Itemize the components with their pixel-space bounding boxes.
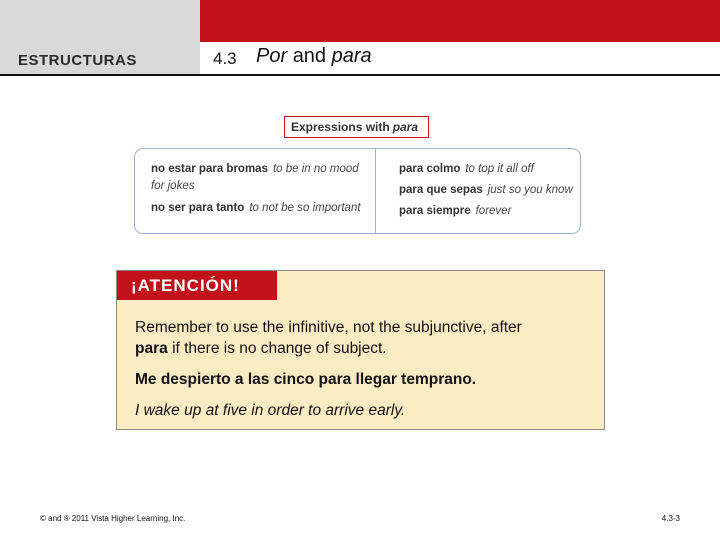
expression-english: for jokes	[151, 180, 195, 192]
footer-copyright: © and ® 2011 Vista Higher Learning, Inc.	[40, 514, 186, 523]
expression-english: forever	[475, 205, 512, 217]
expression-english: just so you know	[487, 184, 573, 196]
atencion-rule-text	[135, 317, 595, 359]
atencion-line1: Remember to use the infinitive, not the subjunctive, after	[135, 319, 522, 336]
expression-row	[151, 202, 361, 214]
header-rule	[0, 74, 720, 76]
expressions-divider	[375, 149, 376, 233]
expressions-label	[284, 116, 429, 138]
expressions-label-prefix: Expressions with	[291, 120, 390, 134]
footer-page-number: 4.3-3	[661, 514, 680, 523]
expression-spanish: para siempre	[399, 205, 471, 217]
expression-english: to be in no mood	[272, 163, 359, 175]
expressions-table	[134, 148, 581, 234]
expression-english: to top it all off	[465, 163, 534, 175]
expression-spanish: para colmo	[399, 163, 461, 175]
title-and: and	[292, 45, 327, 67]
atencion-para: para	[135, 340, 168, 357]
expressions-label-italic: para	[392, 120, 419, 134]
atencion-translation: I wake up at five in order to arrive early.	[135, 402, 406, 419]
expression-english: to not be so important	[249, 202, 361, 214]
section-number: 4.3	[213, 49, 237, 68]
expression-spanish: no estar para bromas	[151, 163, 268, 175]
expression-row	[399, 163, 534, 175]
title-por: Por	[256, 45, 288, 67]
expression-row	[399, 205, 511, 217]
section-label: ESTRUCTURAS	[18, 52, 137, 69]
atencion-line2: if there is no change of subject.	[172, 340, 387, 357]
expression-row	[399, 184, 573, 196]
title-para: para	[331, 45, 372, 67]
page-title	[256, 45, 372, 68]
expression-row	[151, 163, 359, 175]
expression-spanish: para que sepas	[399, 184, 483, 196]
atencion-example: Me despierto a las cinco para llegar temprano.	[135, 371, 477, 388]
atencion-tab: ¡ATENCIÓN!	[117, 271, 277, 300]
expression-spanish: no ser para tanto	[151, 202, 245, 214]
expression-row	[151, 180, 194, 192]
